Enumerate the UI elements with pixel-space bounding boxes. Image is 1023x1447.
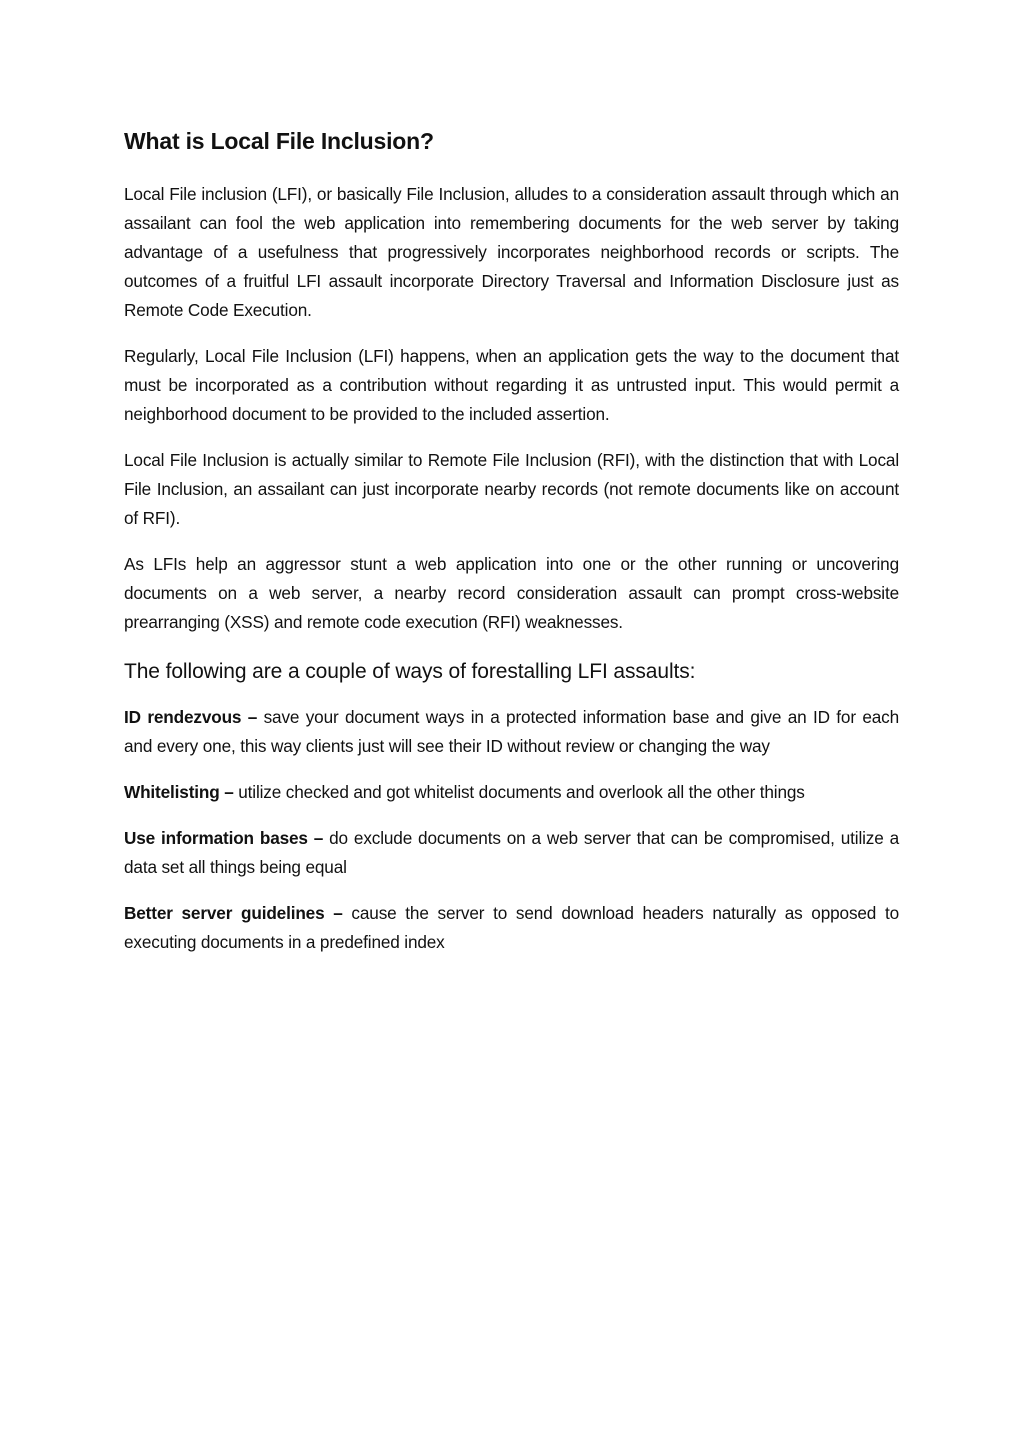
- item-term: Use information bases –: [124, 828, 324, 848]
- paragraph-lfi-vs-rfi: Local File Inclusion is actually similar to Remote File Inclusion (RFI), with the distinction that with Local File Inclusion, an assailant can just incorporate nearby records (not remote documents like on account of RFI).: [124, 450, 899, 528]
- list-item-whitelisting: [124, 778, 899, 807]
- item-term: Better server guidelines –: [124, 903, 343, 923]
- paragraph-lfi-occurrence: Regularly, Local File Inclusion (LFI) happens, when an application gets the way to the document that must be incorporated as a contribution without regarding it as untrusted input. This would permit a neighborhood document to be provided to the included assertion.: [124, 346, 899, 424]
- item-term: Whitelisting –: [124, 782, 234, 802]
- section-subheading: The following are a couple of ways of forestalling LFI assaults:: [124, 660, 696, 683]
- list-item-id-rendezvous: [124, 703, 899, 761]
- paragraph-lfi-definition: Local File inclusion (LFI), or basically File Inclusion, alludes to a consideration assault through which an assailant can fool the web application into remembering documents for the web server by taking advantage of a usefulness that progressively incorporates neighborhood records or scripts. The outcomes of a fruitful LFI assault incorporate Directory Traversal and Information Disclosure just as Remote Code Execution.: [124, 184, 899, 320]
- document-page: [124, 126, 899, 974]
- item-text: do exclude documents on a web server that can be compromised, utilize a data set all things being equal: [124, 828, 899, 877]
- item-text: save your document ways in a protected information base and give an ID for each and every one, this way clients just will see their ID without review or changing the way: [124, 707, 899, 756]
- item-term: ID rendezvous –: [124, 707, 258, 727]
- item-text: cause the server to send download headers naturally as opposed to executing documents in a predefined index: [124, 903, 899, 952]
- page-title: What is Local File Inclusion?: [124, 128, 434, 154]
- list-item-server-guidelines: [124, 899, 899, 957]
- paragraph-lfi-impact: As LFIs help an aggressor stunt a web application into one or the other running or uncovering documents on a web server, a nearby record consideration assault can prompt cross-website prearranging (XSS) and remote code execution (RFI) weaknesses.: [124, 554, 899, 632]
- list-item-information-bases: [124, 824, 899, 882]
- item-text: utilize checked and got whitelist documents and overlook all the other things: [233, 782, 805, 802]
